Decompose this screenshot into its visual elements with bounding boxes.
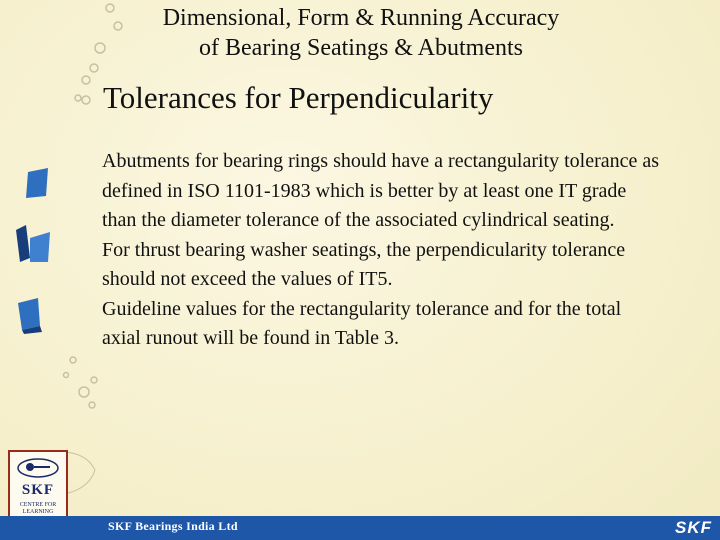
body-paragraph: Guideline values for the rectangularity tolerance and for the total axial runout will be found in Table 3. — [102, 297, 622, 349]
blue-panel-icon — [16, 225, 30, 262]
blue-panel-icon — [26, 168, 48, 198]
footer-company: SKF Bearings India Ltd — [108, 519, 238, 533]
logo-emblem-icon — [10, 452, 66, 482]
blue-panel-icon — [30, 232, 50, 262]
footer-bar — [0, 516, 720, 540]
deco-circle — [90, 64, 98, 72]
logo-small-text: CENTRE FOR LEARNING — [19, 502, 57, 515]
title-line-2: of Bearing Seatings & Abutments — [199, 35, 523, 61]
deco-circle — [70, 357, 76, 363]
deco-circle — [91, 377, 97, 383]
title-line-1: Dimensional, Form & Running Accuracy — [162, 5, 560, 31]
deco-circle — [64, 373, 69, 378]
deco-circle — [95, 43, 105, 53]
slide-title — [108, 3, 614, 63]
slide-subtitle: Tolerances for Perpendicularity — [103, 80, 494, 115]
body-paragraph: For thrust bearing washer seatings, the perpendicularity tolerance should not exceed the values of IT5. — [102, 238, 626, 290]
deco-circle — [75, 95, 81, 101]
deco-circle — [82, 76, 90, 84]
blue-panel-icon — [18, 298, 40, 330]
slide-body — [102, 147, 662, 354]
deco-circle — [79, 387, 89, 397]
logo-text: SKF — [21, 482, 55, 498]
deco-circle — [89, 402, 95, 408]
deco-circle — [82, 96, 90, 104]
body-paragraph: Abutments for bearing rings should have a rectangularity tolerance as defined in ISO 1101-1983 which is better by at least one IT grade than the diameter tolerance of the associated cylindrical seating. — [102, 150, 660, 231]
footer-brand-logo: SKF — [675, 518, 712, 537]
